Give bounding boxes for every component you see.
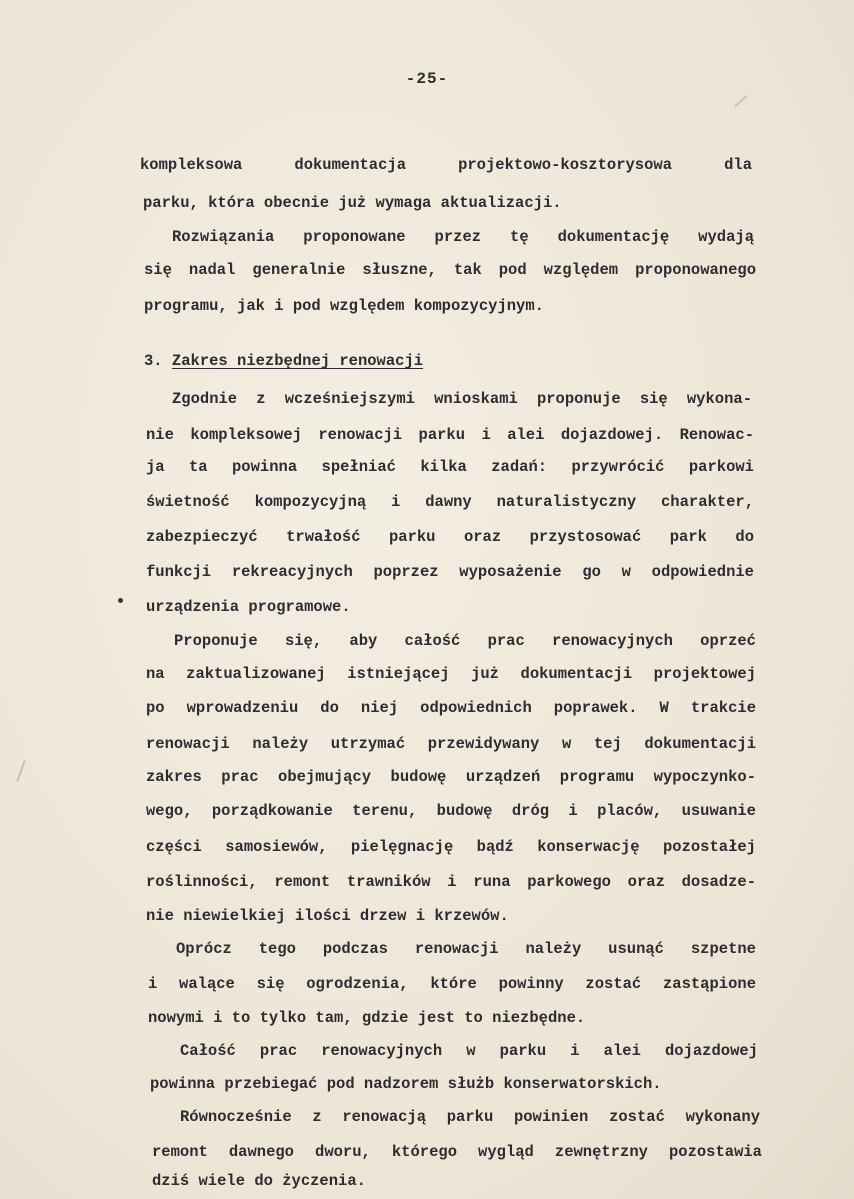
ink-dot: [118, 598, 123, 603]
text-line: programu, jak i pod względem kompozycyjnym.: [144, 297, 544, 315]
text-line: Zgodnie z wcześniejszymi wnioskami proponuje się wykona-: [172, 390, 752, 408]
section-number: 3.: [144, 352, 163, 370]
text-line: parku, która obecnie już wymaga aktualizacji.: [143, 194, 562, 212]
text-line: nie niewielkiej ilości drzew i krzewów.: [146, 907, 509, 925]
text-line: po wprowadzeniu do niej odpowiednich poprawek. W trakcie: [146, 699, 756, 717]
text-line: wego, porządkowanie terenu, budowę dróg i placów, usuwanie: [146, 802, 756, 820]
text-line: nie kompleksowej renowacji parku i alei dojazdowej. Renowac-: [146, 426, 754, 444]
text-line: się nadal generalnie słuszne, tak pod względem proponowanego: [144, 261, 756, 279]
scan-mark: [734, 95, 748, 107]
text-line: świetność kompozycyjną i dawny naturalistyczny charakter,: [146, 493, 754, 511]
section-title: Zakres niezbędnej renowacji: [171, 352, 424, 370]
section-heading: [144, 350, 423, 372]
text-line: kompleksowa dokumentacja projektowo-kosztorysowa dla: [140, 156, 752, 174]
text-line: funkcji rekreacyjnych poprzez wyposażenie go w odpowiednie: [146, 563, 754, 581]
text-line: roślinności, remont trawników i runa parkowego oraz dosadze-: [146, 873, 756, 891]
text-line: urządzenia programowe.: [146, 598, 351, 616]
text-line: Rozwiązania proponowane przez tę dokumentację wydają: [172, 228, 754, 246]
text-line: nowymi i to tylko tam, gdzie jest to niezbędne.: [148, 1009, 586, 1027]
text-line: zabezpieczyć trwałość parku oraz przystosować park do: [146, 528, 754, 546]
text-line: Równocześnie z renowacją parku powinien zostać wykonany: [180, 1108, 760, 1126]
text-line: części samosiewów, pielęgnację bądź konserwację pozostałej: [146, 838, 756, 856]
text-line: remont dawnego dworu, którego wygląd zewnętrzny pozostawia: [152, 1143, 762, 1161]
text-line: Proponuje się, aby całość prac renowacyjnych oprzeć: [174, 632, 756, 650]
text-line: powinna przebiegać pod nadzorem służb konserwatorskich.: [150, 1075, 662, 1093]
text-line: ja ta powinna spełniać kilka zadań: przywrócić parkowi: [146, 458, 754, 476]
text-line: dziś wiele do życzenia.: [152, 1172, 366, 1190]
text-line: renowacji należy utrzymać przewidywany w tej dokumentacji: [146, 735, 756, 753]
text-line: i walące się ogrodzenia, które powinny zostać zastąpione: [148, 975, 756, 993]
scan-mark: [16, 760, 25, 781]
text-line: na zaktualizowanej istniejącej już dokumentacji projektowej: [146, 665, 756, 683]
text-line: zakres prac obejmujący budowę urządzeń programu wypoczynko-: [146, 768, 756, 786]
text-line: Oprócz tego podczas renowacji należy usunąć szpetne: [176, 940, 756, 958]
text-line: Całość prac renowacyjnych w parku i alei dojazdowej: [180, 1042, 758, 1060]
page-number: -25-: [405, 70, 449, 88]
